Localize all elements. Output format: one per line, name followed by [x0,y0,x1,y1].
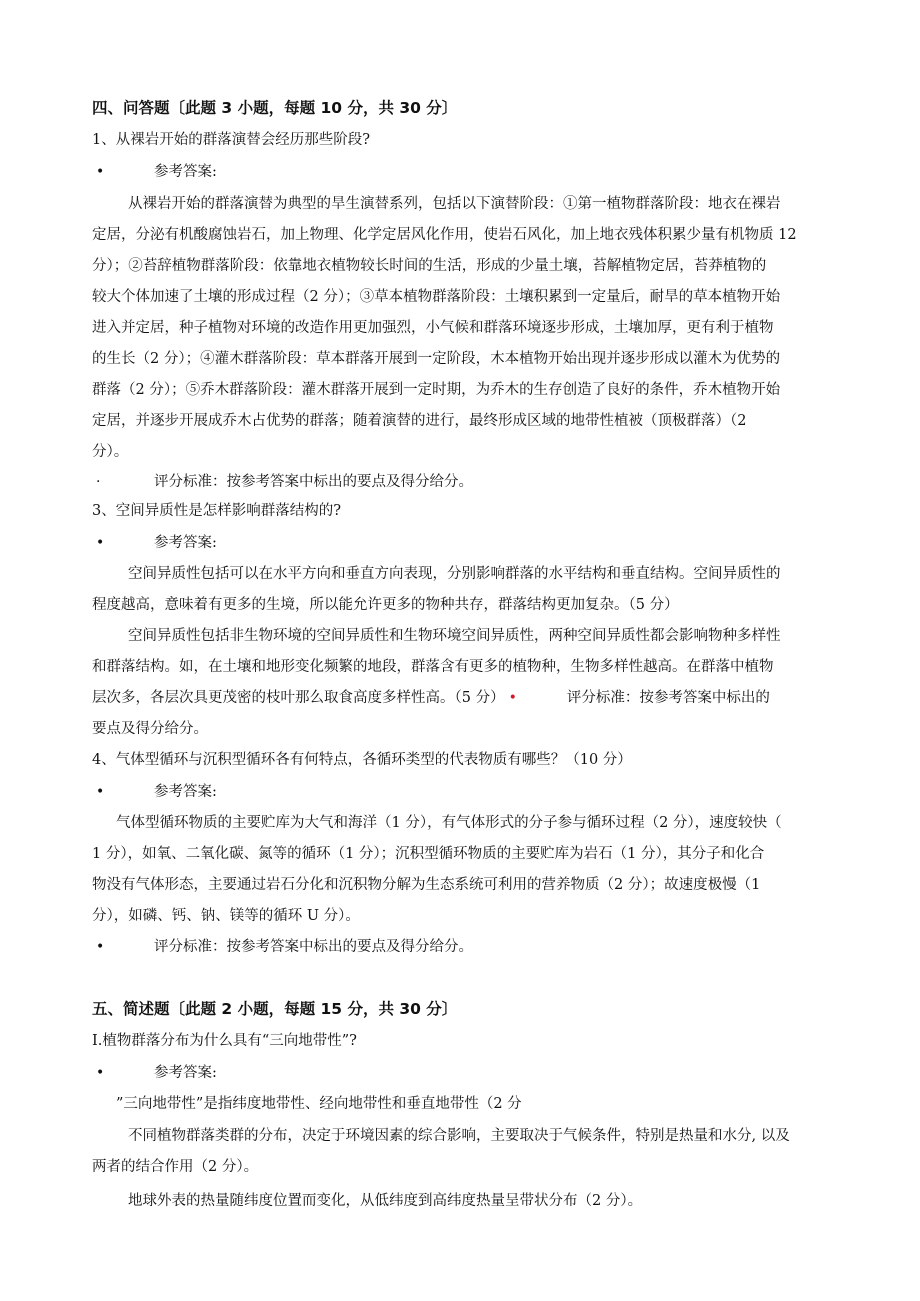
scoring-standard: 评分标准：按参考答案中标出的 [566,690,770,706]
bullet-icon: • [96,784,105,800]
bullet-icon: • [96,939,105,955]
q1-answer-line-8: 定居，并逐步开展成乔木占优势的群落；随着演替的进行，最终形成区域的地带性植被（顶极群落）（2 [92,413,747,429]
bullet-icon: • [508,690,517,706]
answer-label: 参考答案: [154,535,217,551]
s5-answer-line-3: 两者的结合作用（2 分）。 [92,1159,259,1175]
answer-label: 参考答案: [154,1065,217,1081]
q1-answer-line-5: 进入并定居，种子植物对环境的改造作用更加强烈，小气候和群落环境逐步形成，土壤加厚，更有利于植物 [92,320,774,336]
s5-answer-line-4: 地球外表的热量随纬度位置而变化，从低纬度到高纬度热量呈带状分布（2 分）。 [128,1193,643,1209]
scoring-standard-tail: 要点及得分给分。 [92,721,208,737]
q3-answer-line-5 [92,688,832,708]
bullet-icon: • [96,164,105,180]
q1-answer-line-2: 定居，分泌有机酸腐蚀岩石，加上物理、化学定居风化作用，使岩石风化，加上地衣残体积累少量有机物质 12 [92,227,797,243]
s5-answer-line-1: ”三向地带性”是指纬度地带性、经向地带性和垂直地带性（2 分 [116,1096,522,1112]
q4-answer-line-4: 分），如磷、钙、钠、镁等的循环 U 分）。 [92,908,360,924]
q3-answer-line-1: 空间异质性包括可以在水平方向和垂直方向表现，分别影响群落的水平结构和垂直结构。空间异质性的 [128,566,781,582]
q1-answer-line-6: 的生长（2 分）；④灌木群落阶段：草本群落开展到一定阶段，木本植物开始出现并逐步形成以灌木为优势的 [92,351,781,367]
q4-answer-line-1: 气体型循环物质的主要贮库为大气和海洋（1 分），有气体形式的分子参与循环过程（2 分），速度较快（ [116,815,782,831]
section-5-title: 五、简述题〔此题 2 小题，每题 15 分，共 30 分〕 [92,1000,458,1018]
q3-answer-line-3: 空间异质性包括非生物环境的空间异质性和生物环境空间异质性，两种空间异质性都会影响物种多样性 [128,628,781,644]
q4-answer-line-3: 物没有气体形态，主要通过岩石分化和沉积物分解为生态系统可利用的营养物质（2 分）；故速度极慢（1 [92,877,761,893]
bullet-icon: • [96,535,105,551]
question-5-1: I.植物群落分布为什么具有“三向地带性”? [92,1033,357,1049]
s5-answer-line-2: 不同植物群落类群的分布，决定于环境因素的综合影响，主要取决于气候条件，特别是热量和水分, 以及 [128,1128,790,1144]
question-1: 1、从裸岩开始的群落演替会经历那些阶段? [92,132,370,148]
bullet-icon: · [96,474,101,490]
scoring-standard: 评分标准：按参考答案中标出的要点及得分给分。 [154,474,473,490]
scoring-standard: 评分标准：按参考答案中标出的要点及得分给分。 [154,939,473,955]
q1-answer-line-9: 分）。 [92,444,129,460]
question-4: 4、气体型循环与沉积型循环各有何特点，各循环类型的代表物质有哪些？（10 分） [92,752,632,768]
answer-label: 参考答案: [154,784,217,800]
q1-answer-line-3: 分）；②苔辞植物群落阶段：依靠地衣植物较长时间的生活，形成的少量土壤，苔解植物定居，苔莽植物的 [92,258,767,274]
section-4-title: 四、问答题〔此题 3 小题，每题 10 分，共 30 分〕 [92,99,458,117]
q1-answer-line-4: 较大个体加速了土壤的形成过程（2 分）；③草本植物群落阶段：土壤积累到一定量后，耐旱的草本植物开始 [92,289,781,305]
q4-answer-line-2: 1 分），如氧、二氧化碳、氮等的循环（1 分）；沉积型循环物质的主要贮库为岩石（1 分），其分子和化合 [92,846,765,862]
q1-answer-line-7: 群落（2 分）；⑤乔木群落阶段：灌木群落开展到一定时期，为乔木的生存创造了良好的条件，乔木植物开始 [92,382,781,398]
q3-answer-line-2: 程度越高，意味着有更多的生境，所以能允许更多的物种共存，群落结构更加复杂。（5 分） [92,597,679,613]
question-3: 3、空间异质性是怎样影响群落结构的? [92,503,341,519]
q3-answer-tail: 层次多，各层次具更茂密的枝叶那么取食高度多样性高。（5 分） [92,690,505,706]
q3-answer-line-4: 和群落结构。如，在土壤和地形变化频繁的地段，群落含有更多的植物种，生物多样性越高。在群落中植物 [92,659,774,675]
answer-label: 参考答案: [154,164,217,180]
bullet-icon: • [96,1065,105,1081]
q1-answer-line-1: 从裸岩开始的群落演替为典型的旱生演替系列，包括以下演替阶段：①第一植物群落阶段：地衣在裸岩 [128,196,781,212]
